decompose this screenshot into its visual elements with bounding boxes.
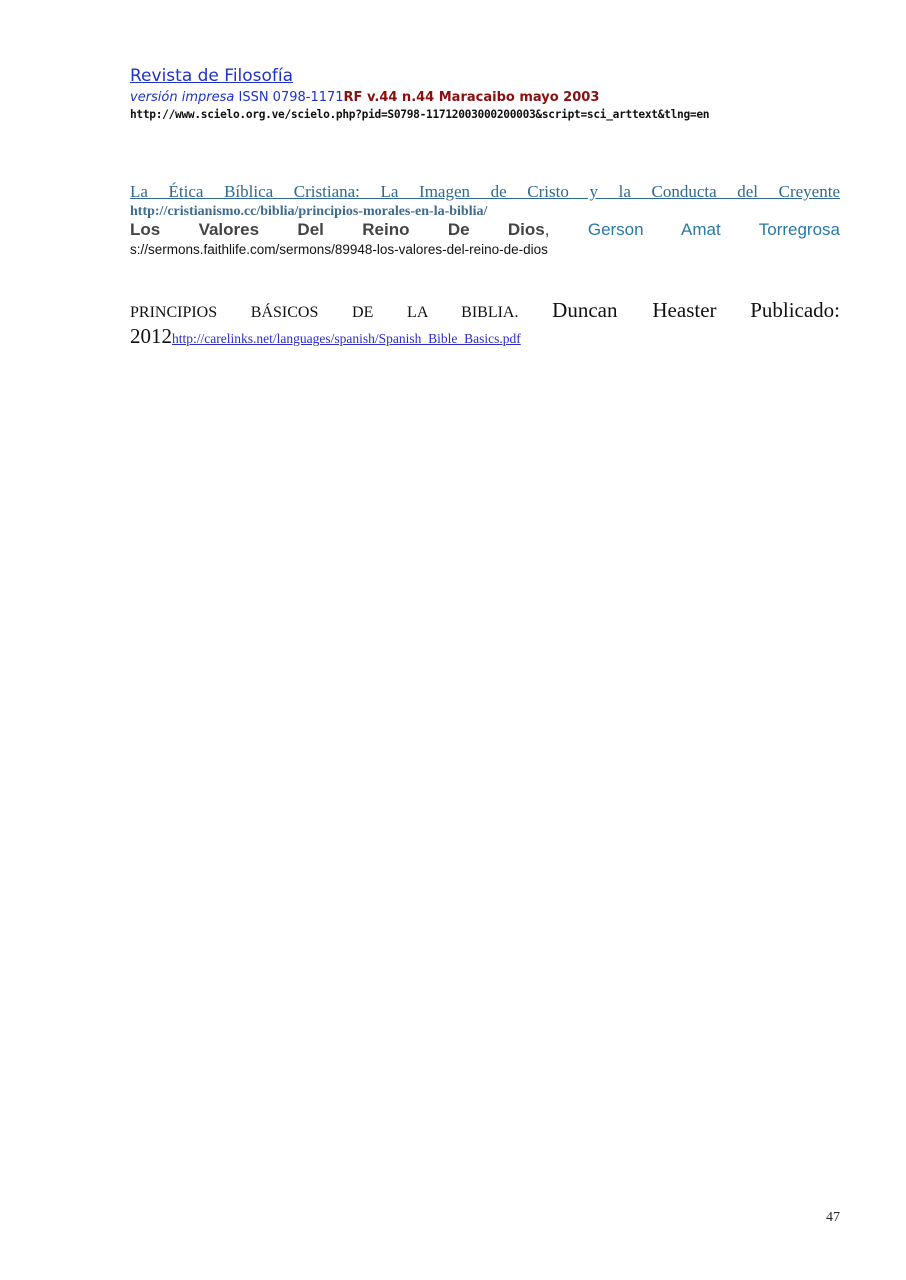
bible-basics-title: PRINCIPIOS BÁSICOS DE LA BIBLIA.	[130, 304, 519, 321]
volume-info: RF v.44 n.44 Maracaibo mayo 2003	[343, 90, 600, 105]
issn-text: ISSN 0798-1171	[234, 90, 344, 105]
journal-title-link[interactable]: Revista de Filosofía	[130, 66, 294, 86]
sermon-author-link[interactable]: Gerson Amat Torregrosa	[587, 220, 840, 239]
sermon-title: Los Valores Del Reino De Dios	[130, 220, 545, 239]
publication-year: 2012	[130, 324, 172, 348]
journal-url: http://www.scielo.org.ve/scielo.php?pid=S0798-11712003000200003&script=sci_arttext&tlng=en	[130, 108, 710, 121]
ethics-article-title-link[interactable]: La Ética Bíblica Cristiana: La Imagen de Cristo y la Conducta del Creyente	[130, 182, 840, 201]
sermon-citation	[130, 220, 840, 240]
page-number: 47	[826, 1210, 840, 1225]
bible-basics-publication	[130, 324, 521, 349]
version-label: versión impresa	[130, 90, 235, 105]
citation-separator: ,	[544, 220, 550, 239]
bible-basics-pdf-link[interactable]: http://carelinks.net/languages/spanish/Spanish_Bible_Basics.pdf	[172, 331, 521, 346]
published-label: Publicado:	[750, 298, 841, 322]
journal-details	[130, 90, 599, 105]
bible-basics-citation	[130, 298, 840, 323]
sermon-url: s://sermons.faithlife.com/sermons/89948-los-valores-del-reino-de-dios	[130, 242, 548, 257]
bible-basics-author: Duncan Heaster	[552, 298, 717, 322]
cristianismo-url[interactable]: http://cristianismo.cc/biblia/principios-morales-en-la-biblia/	[130, 204, 488, 219]
